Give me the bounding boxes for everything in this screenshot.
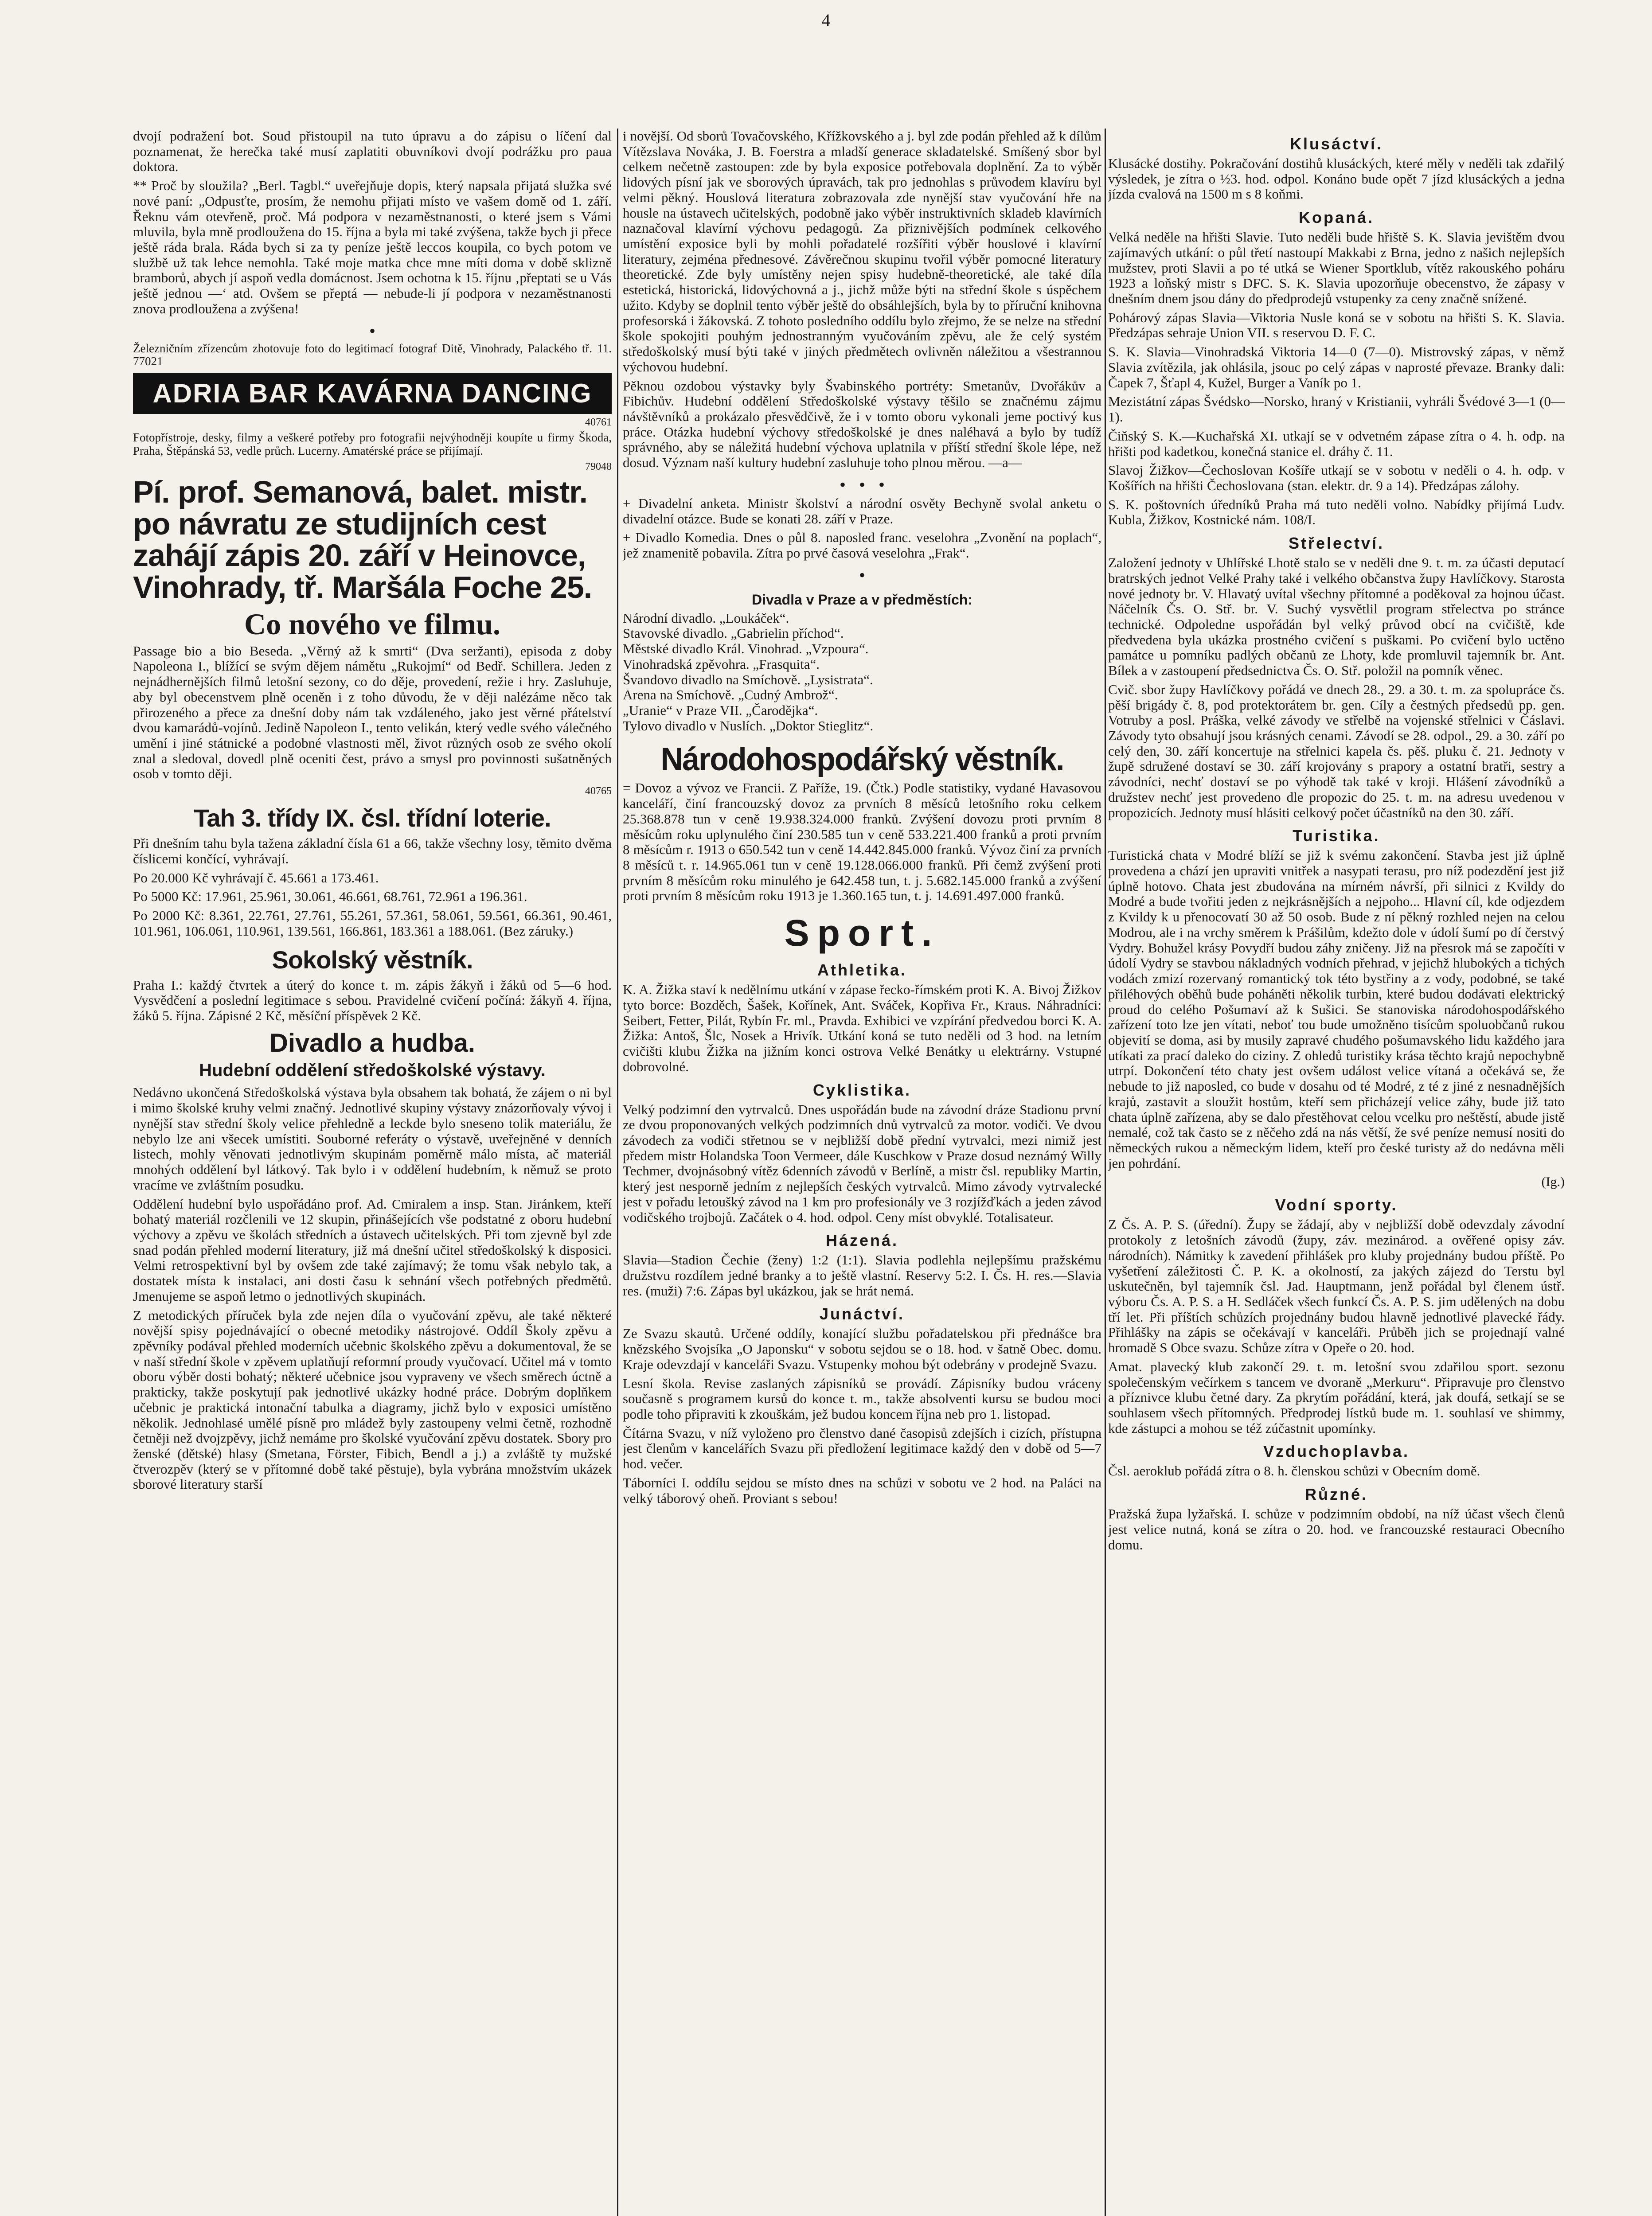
column-rule [1105,129,1106,2216]
ad-banner: ADRIA BAR KAVÁRNA DANCING [133,373,612,414]
article-text: Velká neděle na hřišti Slavie. Tuto neděli bude hřiště S. K. Slavia jevištěm dvou zajímavých utkání: o půl třetí nastoupí Makkabi z Brna, jedno z našich nejlepších mužstev, proti Slavii a po té utká se Wiener Sportklub, vítěz rakouského poháru 1923 a loňský mistr s DFC. S. K. Slavia upozorňuje obecenstvo, že zápasy v dnešním dnem jsou dány do předprodejů vstupenky za ceny značně snížené. [1108,229,1565,307]
section-title: Sokolský věstník. [272,945,473,974]
subsection-title: Cyklistika. [812,1081,912,1099]
section-title: Národohospodářský věstník. [660,741,1064,778]
theatre-listing: Vinohradská zpěvohra. „Frasquita“. [623,656,820,672]
column-middle [623,129,1101,2216]
subsection-title: Házená. [825,1231,899,1250]
ad-text: Železničním zřízencům zhotovuje foto do legitimací fotograf Ditě, Vinohrady, Palackého tř. 11. 77021 [133,341,612,368]
article-text: Nedávno ukončená Středoškolská výstava byla obsahem tak bohatá, že zájem o ni byl i mimo školské kruhy velmi značný. Jednotlivé skupiny výstavy znázorňovaly vývoj i nynější stav střední školy velice přehledně a leckde bylo sneseno tolik materiálu, že nebylo lze ani všecek umístiti. Souborné referáty o výstavě, uveřejněné v denních listech, mohly věnovati jednotlivým skupinám poměrně málo místa, ač materiál mnohých oddělení byl látkový. Tak bylo i v oddělení hudebním, k němuž se proto vracíme ve zvláštním posudku. [133,1085,612,1193]
article-text: Mezistátní zápas Švédsko—Norsko, hraný v Kristianii, vyhráli Švédové 3—1 (0—1). [1108,394,1565,425]
section-title: Tah 3. třídy IX. čsl. třídní loterie. [194,804,551,832]
article-text: ** Proč by sloužila? „Berl. Tagbl.“ uveřejňuje dopis, který napsala přijatá služka své nové paní: „Odpusťte, prosím, že nemohu přijati místo ve vašem domě od 1. září. Řeknu vám otevřeně, proč. Má podpora v nezaměstnanosti, o které jsem s Vámi mluvila, byla mně prodloužena do 15. října a byla mi také zvýšena, takže bych ji přece ještě ráda brala. Ráda bych si za ty peníze ještě leccos koupila, co bych potom ve službě už tak lehce nemohla. Také moje matka chce mne míti doma v době sklizně bramborů, abych jí aspoň vedla domácnost. Jsem ochotna k 15. říjnu ‚přeptati se u Vás ještě jednou —‘ atd. Ovšem se přeptá — nebude-li jí podpora v nezaměstnanosti znova prodloužena a zvýšena! [133,178,612,316]
article-text: Pěknou ozdobou výstavky byly Švabinského portréty: Smetanův, Dvořákův a Fibichův. Hudební oddělení Středoškolské výstavy těšilo se značnému zájmu návštěvníků a prokázalo přesvědčivě, že i v tomto oboru vykonali jeme poctivý kus práce. Otázka hudební výchovy středoškolské je dnes naléhavá a bylo by tudíž správného, aby se náležitá hudební výchova uplatnila v příští střední škole lépe, než dosud. Význam naší kultury hudební zasluhuje toho plnou měrou. —a— [623,378,1101,471]
section-title: Co nového ve filmu. [244,607,500,641]
article-text: Založení jednoty v Uhlířské Lhotě stalo se v neděli dne 9. t. m. za účasti deputací bratrských jednot Velké Prahy také i velkého občanstva župy Havlíčkovy. Starosta nové jednoty br. V. Hlavatý uvítal všechny přítomné a poděkoval za hojnou účast. Náčelník Čs. O. Stř. br. V. Suchý vysvětlil program střelectva po stránce technické. Odpoledne uspořádán byl velký průvod obcí na cvičiště, kde předvedena byla ukázka prostného cvičení s puškami. Po cvičení bylo uctěno památce u pomníku padlých občanů ze Lhoty, kde promluvil tajemník br. Ant. Bílek a v zastoupení předsednictva Čs. O. Stř. položil na pomník věnec. [1108,555,1565,679]
article-text: Z metodických příruček byla zde nejen díla o vyučování zpěvu, ale také některé novější spisy pojednávající o obecné metodiky nástrojové. Oddíl Školy zpěvu a zpěvníky podával přehled moderních učebnic školského zpěvu a dokumentoval, že se v naší střední škole v zpěvem uplatňují reformní proudy vyučovací. Učitel má v tomto oboru výběr dosti bohatý; některé učebnice jsou vypraveny ve všech směrech úctně a prakticky, takže poskytují pak jednotlivé ukázky hodné práce. Dobrým doplňkem učebnic je praktická intonační tabulka a diagramy, jichž bylo v exposici umístěno několik. Jednohlasé umělé písně pro mládež byly zastoupeny velmi četně, rozhodně četněji než dvojzpěvy, jichž nemáme pro školské vyučování zpěvu dostatek. Sbory pro ženské (dětské) hlasy (Smetana, Förster, Fibich, Bendl a j.) a zvláště ty mužské čtverozpěv (který se v přítomné době také pěstuje), byla vybrána množstvím ukázek sborové literatury starší [133,1307,612,1492]
subsection-title: Turistika. [1293,827,1380,845]
section-title: Sport. [784,912,940,954]
subsection-title: Různé. [1304,1485,1368,1504]
article-text: Z Čs. A. P. S. (úřední). Župy se žádají, aby v nejbližší době odevzdaly závodní protokoly z letošních závodů (župy, záv. mezinárod. a ověřené opisy záv. národních). Námitky k zavedení přihlášek pro kluby projednány budou příště. Po vyšetření záležitosti Č. P. K. a okolností, za jakých zájezd do Terstu byl uskutečněn, byl tajemník čsl. Jad. Hauptmann, jenž pořádal byl členem ústř. výboru Čs. A. P. S. a H. Sedláček všech funkcí Čs. A. P. S. jim udělených na dobu tří let. Při příštích schůzích projednány budou hlavně jednotlivé plavecké řády. Přihlášky na zápis se očekávají v kanceláři. Průběh jich se projednají valné hromadě S Obce svazu. Schůze zítra v Opeře o 20. hod. [1108,1217,1565,1356]
article-text: Pohárový zápas Slavia—Viktoria Nusle koná se v sobotu na hřišti S. K. Slavia. Předzápas sehraje Union VII. s reservou D. F. C. [1108,309,1565,341]
article-text: S. K. Slavia—Vinohradská Viktoria 14—0 (7—0). Mistrovský zápas, v němž Slavia zvítězila, jak ohlásila, jsouc po celý zápas v naprosté převaze. Branky dali: Čapek 7, Šťapl 4, Kužel, Burger a Vaník po 1. [1108,344,1565,390]
article-text: S. K. poštovních úředníků Praha má tuto neděli volno. Nabídky přijímá Ludv. Kubla, Žižkov, Kostnické nám. 108/I. [1108,496,1565,528]
article-text: Ze Svazu skautů. Určené oddíly, konající službu pořadatelskou při přednášce bra knězského Svojsíka „O Japonsku“ v sobotu sejdou se o 18. hod. v šatně Obec. domu. Kraje odevzdají v kanceláři Svazu. Vstupenky mohou být odebrány v prodejně Svazu. [623,1326,1101,1372]
article-text: Passage bio a bio Beseda. „Věrný až k smrti“ (Dva seržanti), episoda z doby Napoleona I., blížící se svým dějem námětu „Rukojmí“ od Bedř. Schillera. Jeden z nejnádhernějších filmů letošní sezony, co do děje, provedení, režie i hry. Zasluhuje, aby byl obecenstvem plně oceněn i z toho důvodu, že v ději nalézáme něco tak přirozeného a přece za dnešní doby nám tak vzdáleného, jako jest věrné přátelství dvou kamarádů-vojínů. Jedině Napoleon I., tento velikán, který vedle svého válečného umění i jiné státnické a podobné vlastnosti měl, život různých osob ze svého okolí znal a sledoval, dovedl plně oceniti čest, právo a smysl pro povinnosti sušatněných osob v tomto ději. [133,643,612,782]
article-text: Po 2000 Kč: 8.361, 22.761, 27.761, 55.261, 57.361, 58.061, 59.561, 66.361, 90.461, 101.961, 106.061, 110.961, 139.561, 166.861, 183.361 a 188.061. (Bez záruky.) [133,908,612,939]
theatre-listing: Stavovské divadlo. „Gabrielin příchod“. [623,625,844,641]
theatre-listing: Městské divadlo Král. Vinohrad. „Vzpoura“. [623,641,869,657]
ad-code: 40761 [585,417,612,428]
article-text: Čítárna Svazu, v níž vyloženo pro členstvo dané časopisů zdejších i cizích, přístupna jest členům v kancelářích Svazu při předložení legitimace každý den v době od 5—7 hod. večer. [623,1425,1101,1472]
article-text: Slavoj Žižkov—Čechoslovan Košíře utkají se v sobotu v neděli o 4. h. odp. v Košířích na hřišti Čechoslovana (stan. elektr. dr. 9 a 14). Předzápas zálohy. [1108,462,1565,493]
article-text: = Dovoz a vývoz ve Francii. Z Paříže, 19. (Čtk.) Podle statistiky, vydané Havasovou kanceláří, činí francouzský dovoz za prvních 8 měsíců letošního roku celkem 25.368.878 tun v ceně 19.938.324.000 franků. Zvýšení dovozu proti prvním 8 měsícům roku uplynulého činí 230.585 tun v ceně 533.221.400 franků a proti prvním 8 měsícům r. 1913 o 650.542 tun v ceně 14.442.845.000 franků. Vývoz činí za prvních 8 měsíců t. r. 14.965.061 tun v ceně 19.128.066.000 franků. Při čemž zvýšení proti prvním 8 měsícům roku minulého je 642.458 tun, t. j. 5.682.145.000 franků a zvýšení proti prvním 8 měsícům roku 1913 je 1.360.165 tun, t. j. 14.691.497.000 franků. [623,780,1101,904]
separator-icon: • • • [839,474,885,495]
article-text: + Divadlo Komedia. Dnes o půl 8. naposled franc. veselohra „Zvonění na poplach“, jež znamenitě pobavila. Zítra po prvé časová veselohra „Frak“. [623,530,1101,561]
section-subtitle: Hudební oddělení středoškolské výstavy. [199,1061,546,1081]
separator-icon: • [369,320,375,341]
article-text: Po 5000 Kč: 17.961, 25.961, 30.061, 46.661, 68.761, 72.961 a 196.361. [133,889,527,905]
theatre-listing: Arena na Smíchově. „Cudný Ambrož“. [623,687,838,703]
column-left [133,129,612,2216]
subsection-title: Kopaná. [1298,208,1374,227]
separator-icon: • [859,565,865,585]
article-text: dvojí podražení bot. Soud přistoupil na tuto úpravu a do zápisu o líčení dal poznamenat, že herečka také musí zaplatiti obuvníkovi dvojí podrážku pro paua doktora. [133,129,612,175]
article-text: Pražská župa lyžařská. I. schůze v podzimním období, na níž účast všech členů jest velice nutná, koná se zítra o 20. hod. ve francouzské restauraci Obecního domu. [1108,1506,1565,1553]
subsection-title: Vodní sporty. [1275,1196,1398,1214]
article-text: Klusácké dostihy. Pokračování dostihů klusáckých, které měly v neděli tak zdařilý výsledek, je zítra o ½3. hod. odpol. Konáno bude opět 7 jízd klusáckých a jedna jízda cvalová na 1500 m s 8 koňmi. [1108,156,1565,202]
article-text: Táborníci I. oddílu sejdou se místo dnes na schůzi v sobotu ve 2 hod. na Paláci na velký táborový oheň. Proviant s sebou! [623,1475,1101,1506]
section-title: Divadlo a hudba. [269,1028,476,1057]
theatre-listing: Národní divadlo. „Loukáček“. [623,610,789,626]
theatre-listing: Tylovo divadlo v Nuslích. „Doktor Stieglitz“. [623,718,874,733]
subsection-title: Junáctví. [819,1305,905,1323]
subsection-title: Klusáctví. [1289,135,1383,153]
article-text: i novější. Od sborů Tovačovského, Křížkovského a j. byl zde podán přehled až k dílům Vítězslava Nováka, J. B. Foerstra a mladší generace skladatelské. Smíšený sbor byl celkem nečetně zastoupen: zde by byla exposice potřebovala doplnění. Za to výběr lidových písní jak ve sborových úpravách, tak pro jednohlas s průvodem klavíru byl velmi pěkný. Houslová literatura zobrazovala zde nynější stav vyučování hře na housle na ústavech učitelských, podobně jako výběr instruktivních skladeb klavírních naznačoval klavírní výchovu pedagogů. Za přiznivějších podmínek celkového umístění exposice byli by mohli pořadatelé rozšířiti výběr houslové i klavírní literatury, zejména přednesové. Závěrečnou skupinu tvořil výběr pomocné literatury theoretické. Zde byly umístěny nejen spisy hudebně-theoretické, ale také díla estetická, historická, lidovýchovná a j., jichž může býti na střední škole s úspěchem užito. Kdyby se doplnil tento výběr ještě do obsáhlejších, byla by to příruční knihovna profesorská i žákovská. Z tohoto posledního oddílu bylo zřejmo, že se nelze na střední škole spokojiti pouhým jednostranným vyučováním zpěvu, ale že celý systém středoškolský musí býti také v jiných předmětech ovlivněn náležitou a všestrannou výchovou hudební. [623,129,1101,375]
article-text: Oddělení hudební bylo uspořádáno prof. Ad. Cmiralem a insp. Stan. Jiránkem, kteří bohatý materiál rozčlenili ve 12 skupin, přinášejících vše podstatné z oboru hudební výchovy a zpěvu ve školách středních a ústavech učitelských. Při tom zjevně byl zde snad podán přehled moderní literatury, již má dnešní učitel středoškolský k disposici. Velmi retrospektivní byl by ovšem zde také zajímavý; že tomu však nebylo tak, a dostatek místa k instalaci, ani dosti času k sehnání všech potřebných předmětů. Jmenujeme se aspoň letmo o jednotlivých skupinách. [133,1196,612,1304]
subsection-title: Athletika. [817,961,907,979]
article-text: Cvič. sbor župy Havlíčkovy pořádá ve dnech 28., 29. a 30. t. m. za spolupráce čs. pěší brigády č. 8, pod protektorátem br. gen. Cíly a čestných předsedů pp. gen. Votruby a posl. Práška, velké závody ve střelbě na vojenské střelnici v Čáslavi. Závody tyto obsahují jsou krásných cenami. Závodí se 28. odpol., 29. a 30. září po celý den, 30. září koncertuje na střelnici kapela čs. pěš. pluku č. 21. Jednoty v župě sdružené dostaví se 30. září krojovány s prapory a ostatní bratři, sestry a závodníci, nechť dostaví se po výhodě tak také v kroji. Hlášení závodníků a družstev nechť jest provedeno dle propozic do 25. t. m. na adresu uvedenou v propozicích. Jednoty musí hlásiti celkový počet účastníků na den 30. září. [1108,681,1565,820]
article-text: Velký podzimní den vytrvalců. Dnes uspořádán bude na závodní dráze Stadionu první ze dvou proponovaných velkých podzimních dnů vytrvalců za motor. vodiči. Ve dvou závodech za vodiči střetnou se v nejbližší době přední vytrvalci, mezi nimiž jest předem mistr Holandska Toon Vermeer, dále Kuschkow v Praze dosud neznámý Willy Techmer, dvojnásobný vítěz 6denních závodů v Berlíně, a mistr čsl. republiky Martin, který jest nesporně jedním z nejlepších českých vytrvalců. Mimo závody vytrvalecké jest v pořadu letoušký závod na 1 km pro profesionály ve 3 rozjížďkách a jeden závod vodičského trojbojů. Začátek o 4. hod. odpol. Ceny míst obvyklé. Totalisateur. [623,1101,1101,1225]
ad-headline: Pí. prof. Semanová, balet. mistr. po návratu ze studijních cest zahájí zápis 20. září v Heinovce, Vinohrady, tř. Maršála Foche 25. [133,475,592,605]
theatre-listing: Švandovo divadlo na Smíchově. „Lysistrata“. [623,671,873,687]
column-rule [617,129,618,2216]
article-text: Turistická chata v Modré blíží se již k svému zakončení. Stavba jest již úplně provedena a chází jen upraviti vnitřek a nasypati terasu, pro níž podezdění jest již úplně hotovo. Chata jest zbudována na mírném návrší, při silnici z Kvildy do Modré a bude tvořiti jeden z nejkrásnějších a nejpoho... Hlavní cíl, kde odjezdem z Kvildy k u přenocovatí 30 až 50 osob. Bude z ní pěkný rozhled nejen na celou Modrou, ale i na vrchy směrem k Prášilům, kdežto dole v údolí šumí po dí čerstvý Vydry. Bohužel krásy Povydří budou záhy zničeny. Již na přesrok má se započíti v údolí Vydry se stavbou nákladných vodních přehrad, v jejichž hlubokých a tichých vodách zmizí rozervaný romantický tok této bystřiny a z vody, podobné, se také přiléhových oběhů bude poháněti několik turbin, které budou dodávati elektrický proud do celého Pošumaví až k Sušici. Se stanoviska národohospodářského zařízení toto lze jen vítati, neboť tou bude umožněno tisícům spoluobčanů rukou objevití se doma, asi by musily zapravé chudého pošumavského lidu každého jara utíkati za prací daleko do ciziny. Z ohledů turistiky krása těchto krajů nepochybně utrpí. Dokončení této chaty jest ovšem událost velice vítaná a očekává se, že nebude to již naposled, co bude v dosahu od té Modré, z té z jiné z nesnadnějších krajů, zastavit a sloužit hostům, kteří sem přicházejí velice záhy, bude již tato chata úplně zařízena, aby se dalo přestěhovat celou vcelku pro neštěstí, abude jistě nemalé, což tak často se z něčeho zdá na nás větší, že své peníze nemusí nositi do německých rukou a německým lidem, kteří pro české turisty až do nedávna měli jen pohrdání. [1108,847,1565,1171]
article-text: K. A. Žižka staví k nedělnímu utkání v zápase řecko-římském proti K. A. Bivoj Žižkov tyto borce: Bozděch, Šašek, Kořínek, Ant. Sváček, Kopřiva Fr., Kraus. Náhradníci: Seibert, Fetter, Pilát, Rybín Fr. ml., Pravda. Exhibici ve vzpírání předvedou borci K. A. Žižka: Antoš, Šlc, Nosek a Hrivík. Utkání koná se tuto neděli od 3 hod. na letním cvičišti klubu Žižka na jižním konci ostrova Velké Benátky u elektrárny. Vstupné dobrovolné. [623,982,1101,1074]
article-text: Čsl. aeroklub pořádá zítra o 8. h. členskou schůzi v Obecním domě. [1108,1463,1480,1479]
article-text: + Divadelní anketa. Ministr školství a národní osvěty Bechyně svolal anketu o divadelní otázce. Bude se konati 28. září v Praze. [623,495,1101,527]
article-text: Slavia—Stadion Čechie (ženy) 1:2 (1:1). Slavia podlehla nejlepšímu pražskému družstvu rozdílem jedné branky a to ještě vlastní. Reservy 5:2. I. Čs. H. res.—Slavia res. (muži) 7:6. Zápas byl ukázkou, jak se hrát nemá. [623,1252,1101,1299]
theatre-heading: Divadla v Praze a v předměstích: [752,591,972,608]
page-number: 4 [821,10,831,30]
column-right [1108,129,1565,2216]
ad-text: Fotopřístroje, desky, filmy a veškeré potřeby pro fotografii nejvýhodněji koupíte u firmy Škoda, Praha, Štěpánská 53, vedle průch. Lucerny. Amatérské práce se přijímají. [133,431,612,457]
article-text: Po 20.000 Kč vyhrávají č. 45.661 a 173.461. [133,870,379,886]
article-text: Lesní škola. Revise zaslaných zápisníků se provádí. Zápisníky budou vráceny současně s programem kursů do konce t. m., takže absolventi kursu se budou moci podle toho připraviti k zkouškám, jež budou koncem října neb pro 1. listopad. [623,1375,1101,1422]
article-text: Amat. plavecký klub zakončí 29. t. m. letošní svou zdařilou sport. sezonu společenským večírkem s tancem ve dvoraně „Merkuru“. Připravuje pro členstvo a příznivce klubu četné dary. Za pkrytím pořádání, která, jak doufá, setkají se se souhlasem všech přítomných. Předprodej lístků bude m. 1. souhlasí ve shimmy, kde zástupci a mohou se též zúčastnit upomínky. [1108,1358,1565,1436]
article-text: Při dnešním tahu byla tažena základní čísla 61 a 66, takže všechny losy, těmito dvěma číslicemi končící, vyhrávají. [133,835,612,866]
theatre-listing: „Uranie“ v Praze VII. „Čarodějka“. [623,702,818,718]
ad-code: 40765 [585,785,612,797]
ad-code: 79048 [585,461,612,473]
article-text: Čiňský S. K.—Kuchařská XI. utkají se v odvetném zápase zítra o 4. h. odp. na hřišti pod kadetkou, konečná stanice el. dráhy č. 11. [1108,428,1565,459]
article-text: Praha I.: každý čtvrtek a úterý do konce t. m. zápis žákyň i žáků od 5—6 hod. Vysvědčení a poslední legitimace s sebou. Pravidelné cvičení počíná: žákyň 4. října, žáků 5. října. Zápisné 2 Kč, měsíční příspěvek 2 Kč. [133,977,612,1023]
article-signature: (Ig.) [1541,1174,1565,1190]
subsection-title: Vzduchoplavba. [1263,1442,1410,1461]
subsection-title: Střelectví. [1288,534,1385,553]
